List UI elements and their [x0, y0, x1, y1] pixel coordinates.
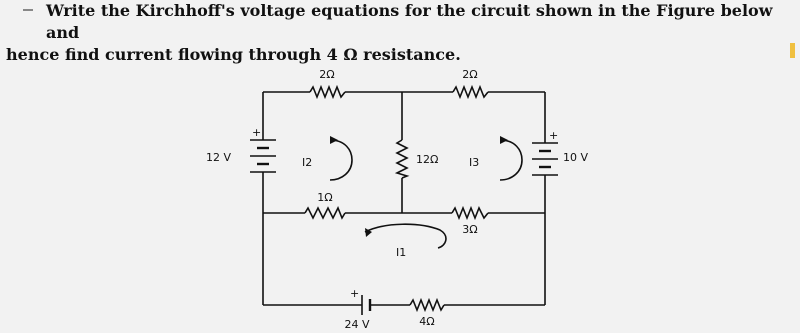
resistor-bottom [410, 300, 444, 310]
label-right-source: 10 V [563, 151, 589, 164]
loop-arrow-bottom [365, 224, 446, 248]
label-bottom-source-plus: + [350, 287, 360, 300]
label-loop-current-left: I2 [302, 156, 313, 169]
loop-arrow-left-head [330, 136, 338, 144]
resistor-top-left [310, 87, 345, 97]
question-line-1: Write the Kirchhoff's voltage equations for the circuit shown in the Figure below and [46, 1, 773, 42]
label-loop-current-bottom: I1 [396, 246, 407, 259]
label-right-source-plus: + [549, 129, 559, 142]
battery-right [532, 143, 558, 175]
loop-arrow-right [500, 140, 522, 180]
label-top-right-resistance: 2Ω [462, 68, 478, 81]
battery-bottom [362, 295, 370, 315]
question-line-2: hence find current flowing through 4 Ω resistance. [6, 45, 461, 64]
loop-arrow-right-head [500, 136, 508, 144]
label-bottom-source: 24 V [344, 318, 370, 331]
resistor-middle-right [452, 208, 488, 218]
label-left-source: 12 V [206, 151, 232, 164]
label-loop-current-right: I3 [469, 156, 480, 169]
label-top-left-resistance: 2Ω [319, 68, 335, 81]
battery-left [250, 140, 276, 172]
resistor-top-right [453, 87, 488, 97]
label-middle-right-resistance: 3Ω [462, 223, 478, 236]
circuit-wires [263, 92, 545, 305]
label-middle-vertical-resistance: 12Ω [416, 153, 439, 166]
resistor-middle-left [305, 208, 345, 218]
label-bottom-resistance: 4Ω [419, 315, 435, 328]
label-left-source-plus: + [252, 126, 262, 139]
loop-arrow-left [330, 140, 352, 180]
resistor-middle-vertical [397, 140, 407, 178]
label-middle-left-resistance: 1Ω [317, 191, 333, 204]
